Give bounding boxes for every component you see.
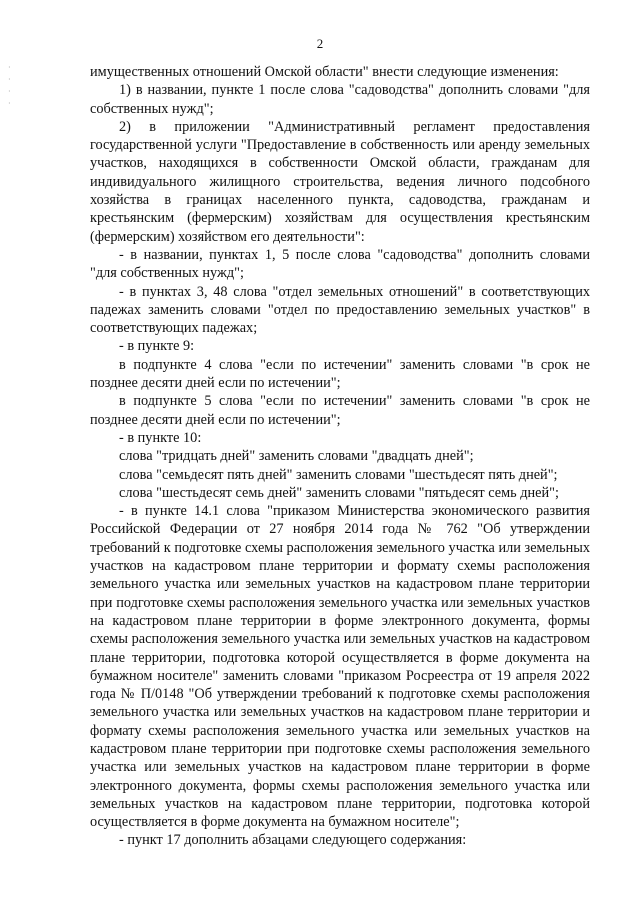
paragraph-subpoint-4: в подпункте 4 слова "если по истечении" заменить словами "в срок не позднее десяти дней если по истечении";: [90, 356, 590, 392]
paragraph-item-1: 1) в названии, пункте 1 после слова "садоводства" дополнить словами "для собственных нужд";: [90, 82, 590, 117]
paragraph-bullet-point-9: - в пункте 9:: [119, 338, 195, 355]
paragraph-words-seventy-five-days: слова "семьдесят пять дней" заменить словами "шестьдесят пять дней";: [119, 466, 558, 483]
paragraph-intro: имущественных отношений Омской области" внести следующие изменения:: [90, 64, 559, 80]
margin-marks: · · · ·: [8, 63, 11, 108]
paragraph-words-thirty-days: слова "тридцать дней" заменить словами "двадцать дней";: [119, 448, 474, 465]
document-body: [90, 63, 590, 850]
paragraph-bullet-point-14-1: - в пункте 14.1 слова "приказом Министерства экономического развития Российской Федерации от 27 ноября 2014 года № 762 "Об утверждении требований к подготовке схемы расположения земельного участка или земельных участков на кадастровом плане территории и формату схемы расположения земельного участка или земельных участков на кадастровом плане территории при подготовке схемы расположения земельного участка или земельных участков на кадастровом плане территории в форме электронного документа, формы схемы расположения земельного участка или земельных участков на кадастровом плане территории, подготовка которой осуществляется в форме документа на бумажном носителе" заменить словами "приказом Росреестра от 19 апреля 2022 года № П/0148 "Об утверждении требований к подготовке схемы расположения земельного участка или земельных участков на кадастровом плане территории и формату схемы расположения земельного участка или земельных участков на кадастровом плане территории при подготовке схемы расположения земельного участка или земельных участков на кадастровом плане территории в форме электронного документа, формы схемы расположения земельного участка или земельных участков на кадастровом плане территории, подготовка которой осуществляется в форме документа на бумажном носителе";: [90, 503, 590, 831]
page-number: 2: [316, 36, 324, 51]
paragraph-bullet-point-17: - пункт 17 дополнить абзацами следующего содержания:: [119, 832, 467, 849]
paragraph-item-2: 2) в приложении "Административный регламент предоставления государственной услуги "Предоставление в собственность или аренду земельных участков, находящихся в собственности Омской области, гражданам для индивидуального жилищного строительства, ведения личного подсобного хозяйства в границах населенного пункта, садоводства, гражданам и крестьянским (фермерским) хозяйствам для осуществления крестьянским (фермерским) хозяйством его деятельности":: [90, 118, 590, 245]
paragraph-bullet-name: - в названии, пунктах 1, 5 после слова "садоводства" дополнить словами "для собственных нужд";: [90, 246, 590, 282]
paragraph-subpoint-5: в подпункте 5 слова "если по истечении" заменить словами "в срок не позднее десяти дней если по истечении";: [90, 393, 590, 428]
paragraph-words-sixty-seven-days: слова "шестьдесят семь дней" заменить словами "пятьдесят семь дней";: [119, 484, 559, 501]
paragraph-bullet-point-10: - в пункте 10:: [119, 429, 202, 446]
paragraph-bullet-points-3-48: - в пунктах 3, 48 слова "отдел земельных отношений" в соответствующих падежах заменить словами "отдел по предоставлению земельных участков" в соответствующих падежах;: [90, 283, 590, 337]
